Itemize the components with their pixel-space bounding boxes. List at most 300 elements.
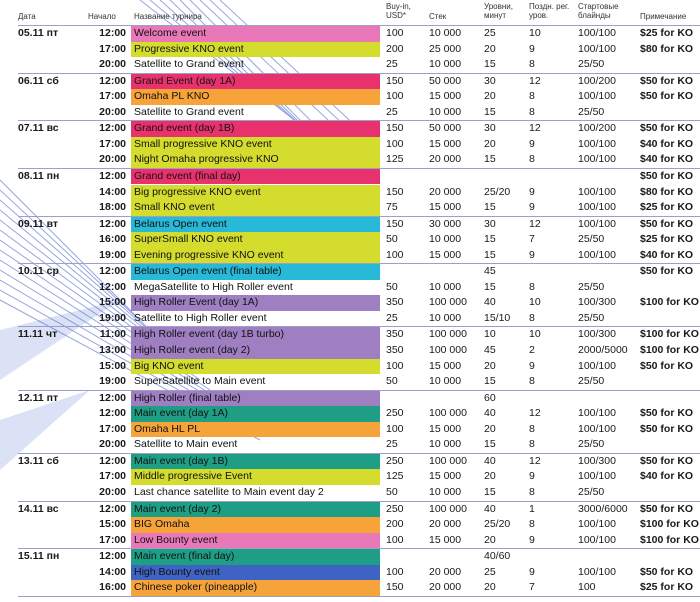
cell-note: $50 for KO [640,169,694,182]
cell-tournament-name: SuperSmall KNO event [131,232,380,248]
cell-blinds: 2000/5000 [578,344,628,356]
cell-levels: 25/20 [484,518,511,531]
cell-stack: 100 000 [429,344,467,356]
cell-buyin: 50 [386,233,398,246]
cell-levels: 15 [484,105,496,118]
table-header [0,0,700,25]
cell-note: $50 for KO [640,502,694,515]
cell-buyin: 100 [386,248,404,261]
cell-start-time: 20:00 [99,153,126,166]
day-date: 13.11 сб [18,454,59,467]
cell-start-time: 17:00 [99,470,126,483]
cell-levels: 20 [484,90,496,103]
cell-stack: 15 000 [429,470,462,483]
cell-start-time: 20:00 [99,105,126,118]
cell-note: $100 for KO [640,533,699,546]
cell-stack: 15 000 [429,533,462,546]
header-start: Начало [88,12,116,21]
day-date: 11.11 чт [18,328,58,341]
cell-start-time: 12:00 [99,122,126,135]
cell-tournament-name: Evening progressive KNO event [131,248,380,264]
cell-stack: 50 000 [429,74,462,87]
cell-buyin: 50 [386,280,398,293]
cell-late-reg: 10 [529,27,541,39]
cell-stack: 15 000 [429,90,462,103]
cell-levels: 15 [484,375,496,388]
cell-late-reg: 12 [529,122,541,135]
cell-note: $100 for KO [640,296,699,309]
cell-note: $50 for KO [640,422,694,435]
cell-tournament-name: MegaSatellite to High Roller event [134,280,293,293]
cell-blinds: 100/100 [578,27,616,39]
cell-tournament-name: Main event (day 1A) [131,406,380,422]
cell-tournament-name: Last chance satellite to Main event day 2 [134,485,324,498]
schedule-row [0,406,700,422]
cell-levels: 20 [484,359,496,372]
cell-start-time: 12:00 [99,391,126,404]
cell-start-time: 12:00 [99,454,126,467]
header-note: Примечание [640,12,687,21]
cell-late-reg: 7 [529,581,535,594]
cell-stack: 100 000 [429,407,467,420]
cell-late-reg: 10 [529,328,541,341]
cell-blinds: 100/100 [578,565,616,578]
schedule-row [0,200,700,216]
cell-late-reg: 1 [529,502,535,515]
cell-blinds: 25/50 [578,375,605,388]
cell-late-reg: 9 [529,185,535,198]
cell-buyin: 100 [386,137,404,150]
cell-stack: 10 000 [429,438,462,451]
cell-levels: 25 [484,565,496,578]
cell-buyin: 350 [386,296,404,309]
cell-tournament-name: High Bounty event [131,565,380,581]
cell-tournament-name: Omaha PL KNO [131,89,380,105]
cell-start-time: 20:00 [99,438,126,451]
header-blinds: Стартовые блайнды [578,2,619,20]
cell-note: $50 for KO [640,217,694,230]
header-date: Дата [18,12,36,21]
cell-buyin: 250 [386,502,404,515]
day-date: 05.11 пт [18,27,59,39]
cell-tournament-name: Grand event (final day) [131,169,380,185]
cell-stack: 10 000 [429,485,462,498]
cell-tournament-name: Small KNO event [131,200,380,216]
cell-start-time: 17:00 [99,90,126,103]
cell-buyin: 100 [386,359,404,372]
cell-late-reg: 12 [529,217,541,230]
cell-buyin: 100 [386,422,404,435]
cell-start-time: 18:00 [99,201,126,214]
cell-late-reg: 9 [529,565,535,578]
cell-start-time: 20:00 [99,485,126,498]
cell-levels: 15/10 [484,311,511,324]
cell-start-time: 15:00 [99,296,126,309]
cell-levels: 40 [484,502,496,515]
cell-stack: 20 000 [429,185,462,198]
header-levels: Уровни, минут [484,2,513,20]
cell-buyin: 25 [386,311,398,324]
cell-blinds: 25/50 [578,233,605,246]
cell-note: $80 for KO [640,185,694,198]
cell-blinds: 100/100 [578,533,616,546]
cell-note: $100 for KO [640,344,699,356]
cell-stack: 20 000 [429,581,462,594]
schedule-row [0,374,700,390]
cell-levels: 25/20 [484,185,511,198]
cell-stack: 10 000 [429,280,462,293]
cell-tournament-name: Welcome event [131,26,380,42]
cell-stack: 15 000 [429,422,462,435]
cell-levels: 60 [484,391,496,404]
cell-note: $50 for KO [640,407,694,420]
cell-late-reg: 9 [529,201,535,214]
cell-buyin: 25 [386,438,398,451]
cell-tournament-name: Main event (day 1B) [131,454,380,470]
schedule-row [0,485,700,501]
cell-buyin: 100 [386,565,404,578]
cell-note: $50 for KO [640,565,694,578]
cell-start-time: 17:00 [99,137,126,150]
cell-buyin: 150 [386,122,404,135]
cell-late-reg: 8 [529,280,535,293]
cell-levels: 30 [484,74,496,87]
cell-levels: 15 [484,438,496,451]
schedule-row [0,533,700,549]
cell-blinds: 25/50 [578,105,605,118]
cell-note: $40 for KO [640,248,694,261]
cell-start-time: 12:00 [99,74,126,87]
cell-note: $25 for KO [640,233,694,246]
cell-blinds: 3000/6000 [578,502,628,515]
cell-tournament-name: Omaha HL PL [131,422,380,438]
cell-tournament-name: Satellite to High Roller event [134,311,267,324]
schedule-row [0,264,700,280]
schedule-row [0,422,700,438]
schedule-row [0,152,700,168]
schedule-row [0,137,700,153]
cell-start-time: 17:00 [99,42,126,55]
day-date: 06.11 сб [18,74,59,87]
cell-note: $50 for KO [640,122,694,135]
header-late-reg: Поздн. рег. уров. [529,2,570,20]
cell-tournament-name: SuperSatellite to Main event [134,375,266,388]
cell-tournament-name: Big KNO event [131,359,380,375]
cell-buyin: 125 [386,470,404,483]
schedule-row [0,74,700,90]
cell-late-reg: 9 [529,470,535,483]
cell-stack: 15 000 [429,137,462,150]
cell-levels: 15 [484,233,496,246]
cell-levels: 20 [484,137,496,150]
cell-start-time: 17:00 [99,533,126,546]
cell-blinds: 100/100 [578,422,616,435]
cell-blinds: 100/100 [578,185,616,198]
cell-blinds: 100/200 [578,74,616,87]
schedule-row [0,105,700,121]
cell-buyin: 350 [386,328,404,341]
cell-late-reg: 9 [529,359,535,372]
cell-start-time: 16:00 [99,581,126,594]
schedule-row [0,437,700,453]
cell-late-reg: 12 [529,407,541,420]
day-date: 07.11 вс [18,122,59,135]
cell-buyin: 100 [386,90,404,103]
cell-stack: 10 000 [429,375,462,388]
cell-note: $50 for KO [640,74,694,87]
cell-note: $100 for KO [640,328,699,341]
cell-late-reg: 8 [529,518,535,531]
table-bottom-border [18,596,700,597]
cell-late-reg: 9 [529,533,535,546]
cell-start-time: 16:00 [99,233,126,246]
cell-tournament-name: Big progressive KNO event [131,185,380,201]
cell-levels: 40 [484,407,496,420]
cell-levels: 15 [484,280,496,293]
cell-buyin: 25 [386,58,398,71]
cell-stack: 15 000 [429,201,462,214]
cell-note: $80 for KO [640,42,694,55]
cell-buyin: 150 [386,581,404,594]
cell-blinds: 100/100 [578,153,616,166]
cell-note: $50 for KO [640,454,694,467]
cell-stack: 15 000 [429,359,462,372]
cell-note: $25 for KO [640,27,694,39]
header-stack: Стек [429,12,447,21]
schedule-row [0,89,700,105]
cell-stack: 10 000 [429,105,462,118]
schedule-row [0,232,700,248]
cell-start-time: 12:00 [99,169,126,182]
cell-levels: 20 [484,533,496,546]
cell-start-time: 17:00 [99,422,126,435]
cell-start-time: 19:00 [99,311,126,324]
cell-tournament-name: Chinese poker (pineapple) [131,580,380,596]
cell-stack: 100 000 [429,328,467,341]
cell-late-reg: 8 [529,105,535,118]
cell-note: $25 for KO [640,201,694,214]
cell-tournament-name: Middle progressive Event [131,469,380,485]
cell-stack: 10 000 [429,58,462,71]
cell-late-reg: 10 [529,296,541,309]
cell-buyin: 50 [386,375,398,388]
cell-stack: 20 000 [429,565,462,578]
cell-late-reg: 9 [529,137,535,150]
cell-late-reg: 8 [529,90,535,103]
cell-buyin: 150 [386,185,404,198]
cell-note: $25 for KO [640,581,694,594]
cell-stack: 100 000 [429,454,467,467]
cell-stack: 10 000 [429,27,462,39]
cell-levels: 25 [484,27,496,39]
cell-blinds: 100/100 [578,248,616,261]
cell-start-time: 12:00 [99,217,126,230]
cell-blinds: 25/50 [578,311,605,324]
cell-note: $40 for KO [640,470,694,483]
cell-tournament-name: Low Bounty event [131,533,380,549]
cell-late-reg: 8 [529,58,535,71]
schedule-row [0,185,700,201]
day-date: 09.11 вт [18,217,59,230]
cell-levels: 10 [484,328,496,341]
cell-note: $50 for KO [640,90,694,103]
cell-stack: 20 000 [429,153,462,166]
cell-start-time: 19:00 [99,375,126,388]
cell-buyin: 150 [386,217,404,230]
cell-note: $50 for KO [640,359,694,372]
cell-levels: 30 [484,122,496,135]
cell-levels: 45 [484,344,496,356]
cell-blinds: 100/300 [578,454,616,467]
cell-tournament-name: High Roller event (day 2) [131,343,380,359]
cell-note: $100 for KO [640,518,699,531]
cell-tournament-name: High Roller event (day 1B turbo) [131,327,380,343]
schedule-row [0,121,700,137]
header-name: Название турнира [134,12,202,21]
cell-blinds: 100/300 [578,296,616,309]
cell-buyin: 125 [386,153,404,166]
cell-start-time: 13:00 [99,344,126,356]
cell-levels: 30 [484,217,496,230]
cell-levels: 40 [484,296,496,309]
cell-levels: 20 [484,42,496,55]
cell-late-reg: 9 [529,42,535,55]
cell-start-time: 15:00 [99,518,126,531]
cell-buyin: 250 [386,454,404,467]
cell-stack: 50 000 [429,122,462,135]
cell-levels: 15 [484,248,496,261]
cell-start-time: 12:00 [99,550,126,563]
cell-tournament-name: Main event (day 2) [131,502,380,518]
cell-blinds: 100/100 [578,42,616,55]
cell-levels: 15 [484,153,496,166]
cell-start-time: 20:00 [99,58,126,71]
cell-tournament-name: Belarus Open event (final table) [131,264,380,280]
cell-buyin: 100 [386,27,404,39]
cell-buyin: 350 [386,344,404,356]
cell-blinds: 100/100 [578,90,616,103]
cell-late-reg: 8 [529,311,535,324]
schedule-row [0,343,700,359]
schedule-row [0,26,700,42]
cell-tournament-name: BIG Omaha [131,517,380,533]
schedule-row [0,469,700,485]
day-date: 14.11 вс [18,502,59,515]
cell-note: $40 for KO [640,153,694,166]
cell-blinds: 100/300 [578,328,616,341]
cell-buyin: 250 [386,407,404,420]
cell-levels: 15 [484,201,496,214]
cell-late-reg: 8 [529,422,535,435]
schedule-row [0,359,700,375]
cell-levels: 15 [484,58,496,71]
cell-blinds: 100/100 [578,407,616,420]
cell-start-time: 11:00 [99,328,126,341]
schedule-row [0,57,700,73]
cell-buyin: 75 [386,201,398,214]
day-date: 08.11 пн [18,169,60,182]
cell-tournament-name: Night Omaha progressive KNO [131,152,380,168]
cell-tournament-name: Progressive KNO event [131,42,380,58]
cell-stack: 100 000 [429,296,467,309]
schedule-row [0,248,700,264]
cell-blinds: 100/100 [578,470,616,483]
cell-start-time: 12:00 [99,502,126,515]
cell-tournament-name: High Roller (final table) [131,391,380,407]
cell-late-reg: 8 [529,485,535,498]
schedule-row [0,517,700,533]
cell-late-reg: 8 [529,438,535,451]
schedule-row [0,565,700,581]
cell-stack: 25 000 [429,42,462,55]
cell-buyin: 200 [386,518,404,531]
cell-blinds: 25/50 [578,485,605,498]
cell-levels: 45 [484,265,496,278]
cell-levels: 20 [484,470,496,483]
cell-tournament-name: Grand event (day 1B) [131,121,380,137]
schedule-row [0,295,700,311]
cell-blinds: 100 [578,581,596,594]
cell-buyin: 25 [386,105,398,118]
cell-late-reg: 7 [529,233,535,246]
cell-late-reg: 2 [529,344,535,356]
cell-blinds: 100/100 [578,201,616,214]
cell-start-time: 12:00 [99,27,126,39]
cell-start-time: 15:00 [99,359,126,372]
cell-start-time: 12:00 [99,265,126,278]
schedule-row [0,549,700,565]
cell-blinds: 25/50 [578,58,605,71]
cell-tournament-name: Belarus Open event [131,217,380,233]
schedule-row [0,169,700,185]
cell-buyin: 150 [386,74,404,87]
header-buyin: Buy-in, USD* [386,2,411,20]
cell-buyin: 200 [386,42,404,55]
cell-blinds: 100/100 [578,359,616,372]
cell-start-time: 19:00 [99,248,126,261]
schedule-row [0,391,700,407]
cell-blinds: 25/50 [578,438,605,451]
cell-late-reg: 12 [529,454,541,467]
cell-tournament-name: Main event (final day) [131,549,380,565]
cell-levels: 20 [484,422,496,435]
cell-late-reg: 8 [529,153,535,166]
cell-note: $40 for KO [640,137,694,150]
cell-blinds: 100/100 [578,518,616,531]
day-date: 12.11 пт [18,391,59,404]
schedule-row [0,502,700,518]
schedule-row [0,42,700,58]
cell-late-reg: 8 [529,375,535,388]
cell-tournament-name: High Roller Event (day 1A) [131,295,380,311]
day-date: 10.11 ср [18,265,59,278]
cell-tournament-name: Small progressive KNO event [131,137,380,153]
schedule-row [0,217,700,233]
cell-stack: 30 000 [429,217,462,230]
cell-levels: 20 [484,581,496,594]
cell-buyin: 100 [386,533,404,546]
cell-stack: 10 000 [429,233,462,246]
cell-stack: 15 000 [429,248,462,261]
schedule-row [0,280,700,296]
cell-levels: 15 [484,485,496,498]
cell-levels: 40/60 [484,550,511,563]
cell-late-reg: 12 [529,74,541,87]
cell-note: $50 for KO [640,265,694,278]
cell-buyin: 50 [386,485,398,498]
schedule-row [0,327,700,343]
cell-tournament-name: Satellite to Main event [134,438,238,451]
